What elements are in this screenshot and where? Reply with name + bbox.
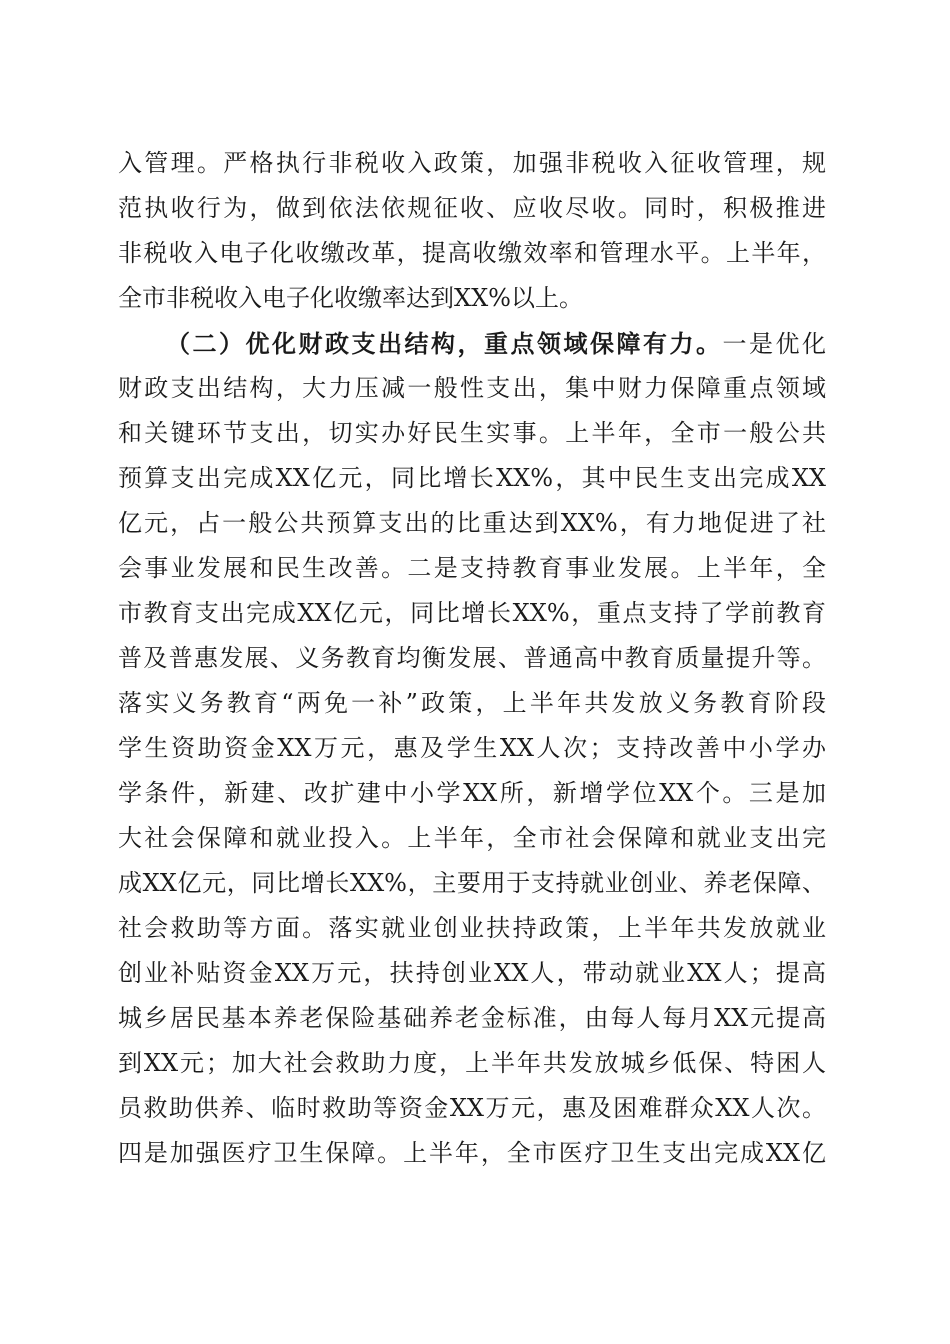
text-line: 市教育支出完成XX亿元，同比增长XX%，重点支持了学前教育 xyxy=(118,599,826,627)
paragraph-non-tax-revenue xyxy=(118,141,826,321)
document-page xyxy=(118,141,826,1176)
text-line: 学生资助资金XX万元，惠及学生XX人次；支持改善中小学办 xyxy=(118,734,826,762)
text-line: 非税收入电子化收缴改革，提高收缴效率和管理水平。上半年， xyxy=(118,239,826,267)
text-line xyxy=(118,321,826,366)
text-line: 大社会保障和就业投入。上半年，全市社会保障和就业支出完 xyxy=(118,824,826,852)
text-line: 范执收行为，做到依法依规征收、应收尽收。同时，积极推进 xyxy=(118,194,826,222)
text-line: 到XX元；加大社会救助力度，上半年共发放城乡低保、特困人 xyxy=(118,1049,826,1077)
text-run: 一是优化 xyxy=(722,330,826,358)
text-line: 社会救助等方面。落实就业创业扶持政策，上半年共发放就业 xyxy=(118,914,826,942)
text-line: 普及普惠发展、义务教育均衡发展、普通高中教育质量提升等。 xyxy=(118,644,826,672)
text-line: 财政支出结构，大力压减一般性支出，集中财力保障重点领域 xyxy=(118,374,826,402)
paragraph-expenditure-structure xyxy=(118,321,826,1176)
text-line: 亿元，占一般公共预算支出的比重达到XX%，有力地促进了社 xyxy=(118,509,826,537)
text-line: 入管理。严格执行非税收入政策，加强非税收入征收管理，规 xyxy=(118,149,826,177)
text-line: 创业补贴资金XX万元，扶持创业XX人，带动就业XX人；提高 xyxy=(118,959,826,987)
text-line: 员救助供养、临时救助等资金XX万元，惠及困难群众XX人次。 xyxy=(118,1094,826,1122)
text-line: 和关键环节支出，切实办好民生实事。上半年，全市一般公共 xyxy=(118,419,826,447)
text-line: 会事业发展和民生改善。二是支持教育事业发展。上半年，全 xyxy=(118,554,826,582)
text-line: 成XX亿元，同比增长XX%，主要用于支持就业创业、养老保障、 xyxy=(118,869,826,897)
text-line: 城乡居民基本养老保险基础养老金标准，由每人每月XX元提高 xyxy=(118,1004,826,1032)
text-line: 全市非税收入电子化收缴率达到XX%以上。 xyxy=(118,284,583,312)
text-line: 落实义务教育“两免一补”政策，上半年共发放义务教育阶段 xyxy=(118,689,826,717)
text-line: 学条件，新建、改扩建中小学XX所，新增学位XX个。三是加 xyxy=(118,779,826,807)
text-line: 预算支出完成XX亿元，同比增长XX%，其中民生支出完成XX xyxy=(118,464,826,492)
text-line: 四是加强医疗卫生保障。上半年，全市医疗卫生支出完成XX亿 xyxy=(118,1139,826,1167)
section-heading: （二）优化财政支出结构，重点领域保障有力。 xyxy=(166,329,723,358)
